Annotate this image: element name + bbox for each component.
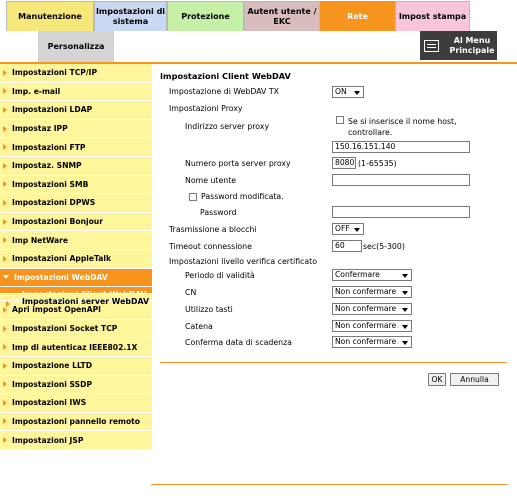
sidebar-item-snmp[interactable]: Impostaz. SNMP (0, 157, 152, 176)
sidebar-item-openapi[interactable]: Apri impost OpenAPI (0, 301, 152, 320)
sidebar-item-tcpip[interactable]: Impostazioni TCP/IP (0, 64, 152, 83)
chevron-down-icon (354, 91, 360, 95)
cert-expiry-label: Conferma data di scadenza (185, 338, 292, 347)
menu-icon (424, 40, 439, 52)
tab-manutenzione[interactable]: Manutenzione (6, 1, 94, 31)
arrow-right-icon (3, 144, 7, 150)
cert-cn-select[interactable]: Non confermare (332, 286, 412, 298)
sidebar-item-appletalk[interactable]: Impostazioni AppleTalk (0, 250, 152, 269)
arrow-right-icon (3, 107, 7, 113)
cert-level-heading: Impostazioni livello verifica certificato (169, 257, 318, 266)
sidebar-item-netware[interactable]: Imp NetWare (0, 231, 152, 250)
arrow-down-icon (3, 275, 9, 279)
main-menu-label: Al Menu Principale (449, 35, 495, 55)
tab-impostazioni-sistema[interactable]: Impostazioni di sistema (94, 1, 167, 31)
arrow-right-icon (3, 181, 7, 187)
arrow-right-icon (6, 301, 10, 307)
chunked-transfer-select[interactable]: OFF (332, 223, 364, 235)
arrow-right-icon (3, 381, 7, 387)
top-tab-bar (0, 0, 517, 31)
sidebar-item-lltd[interactable]: Impostazione LLTD (0, 357, 152, 376)
sidebar-item-socket-tcp[interactable]: Impostazioni Socket TCP (0, 320, 152, 339)
tab-autent-utente[interactable]: Autent utente / EKC (244, 1, 320, 31)
cert-cn-label: CN (185, 288, 197, 297)
proxy-settings-heading: Impostazioni Proxy (169, 104, 243, 113)
arrow-right-icon (3, 400, 7, 406)
page-title: Impostazioni Client WebDAV (160, 71, 291, 81)
cert-key-usage-label: Utilizzo tasti (185, 305, 233, 314)
main-menu-button[interactable] (420, 31, 497, 60)
sidebar-item-webdav[interactable]: Impostazioni WebDAV (0, 269, 152, 288)
chevron-down-icon (402, 325, 408, 329)
sidebar-item-ftp[interactable]: Impostazioni FTP (0, 138, 152, 157)
sidebar-item-jsp[interactable]: Impostazioni JSP (0, 431, 152, 450)
sidebar (0, 64, 152, 450)
arrow-right-icon (3, 256, 7, 262)
arrow-right-icon (3, 70, 7, 76)
sidebar-item-email[interactable]: Imp. e-mail (0, 83, 152, 102)
arrow-right-icon (3, 219, 7, 225)
host-name-checkbox[interactable] (336, 116, 344, 124)
arrow-right-icon (3, 344, 7, 350)
timeout-label: Timeout connessione (169, 242, 252, 251)
sidebar-item-iws[interactable]: Impostazioni IWS (0, 394, 152, 413)
chunked-transfer-label: Trasmissione a blocchi (169, 225, 257, 234)
sidebar-item-bonjour[interactable]: Impostazioni Bonjour (0, 213, 152, 232)
cert-key-usage-select[interactable]: Non confermare (332, 303, 412, 315)
sidebar-item-smb[interactable]: Impostazioni SMB (0, 176, 152, 195)
arrow-right-icon (3, 88, 7, 94)
ok-button[interactable]: OK (428, 373, 446, 386)
password-changed-label: Password modificata. (201, 192, 284, 201)
cert-validity-select[interactable]: Confermare (332, 269, 412, 281)
chevron-down-icon (402, 274, 408, 278)
arrow-right-icon (3, 307, 7, 313)
password-input[interactable] (332, 206, 470, 218)
proxy-port-label: Numero porta server proxy (185, 159, 291, 168)
sidebar-item-remote-panel[interactable]: Impostazioni pannello remoto (0, 413, 152, 432)
chevron-down-icon (354, 228, 360, 232)
proxy-port-range: (1-65535) (358, 159, 397, 168)
tab-personalizza[interactable]: Personalizza (38, 31, 114, 62)
sidebar-item-ieee8021x[interactable]: Imp di autenticaz IEEE802.1X (0, 338, 152, 357)
tab-impost-stampa[interactable]: Impost stampa (395, 1, 470, 31)
chevron-down-icon (402, 291, 408, 295)
tab-rete[interactable]: Rete (320, 1, 395, 31)
arrow-right-icon (3, 126, 7, 132)
cert-expiry-select[interactable]: Non confermare (332, 336, 412, 348)
cert-chain-label: Catena (185, 322, 213, 331)
user-name-label: Nome utente (185, 176, 237, 185)
host-name-checkbox-label: Se si inserisce il nome host, controllare. (348, 117, 457, 137)
arrow-right-icon (3, 163, 7, 169)
chevron-down-icon (402, 341, 408, 345)
arrow-right-icon (3, 418, 7, 424)
arrow-right-icon (3, 326, 7, 332)
timeout-range: sec(5-300) (363, 242, 405, 251)
sidebar-subitem-server-webdav[interactable]: Impostazioni server WebDAV (0, 294, 152, 301)
tab-protezione[interactable]: Protezione (167, 1, 244, 31)
user-name-input[interactable] (332, 174, 470, 186)
password-changed-checkbox[interactable] (189, 193, 197, 201)
bottom-divider (151, 484, 508, 485)
sidebar-item-ssdp[interactable]: Impostazioni SSDP (0, 376, 152, 395)
arrow-right-icon (3, 437, 7, 443)
cert-chain-select[interactable]: Non confermare (332, 320, 412, 332)
webdav-tx-select[interactable]: ON (332, 86, 364, 98)
timeout-input[interactable]: 60 (332, 240, 362, 252)
arrow-right-icon (3, 237, 7, 243)
arrow-right-icon (3, 200, 7, 206)
sidebar-item-ipp[interactable]: Impostaz IPP (0, 120, 152, 139)
sidebar-item-dpws[interactable]: Impostazioni DPWS (0, 194, 152, 213)
cancel-button[interactable]: Annulla (450, 373, 499, 386)
arrow-right-icon (3, 363, 7, 369)
webdav-tx-label: Impostazione di WebDAV TX (169, 87, 279, 96)
sidebar-item-ldap[interactable]: Impostazioni LDAP (0, 101, 152, 120)
sidebar-subitem-client-webdav[interactable] (0, 287, 152, 294)
password-label: Password (200, 208, 237, 217)
chevron-down-icon (402, 308, 408, 312)
proxy-address-label: Indirizzo server proxy (185, 122, 270, 131)
proxy-port-input[interactable]: 8080 (332, 157, 356, 169)
cert-validity-label: Periodo di validità (185, 271, 255, 280)
proxy-address-input[interactable]: 150.16.151.140 (332, 141, 470, 153)
form-divider (160, 362, 507, 363)
